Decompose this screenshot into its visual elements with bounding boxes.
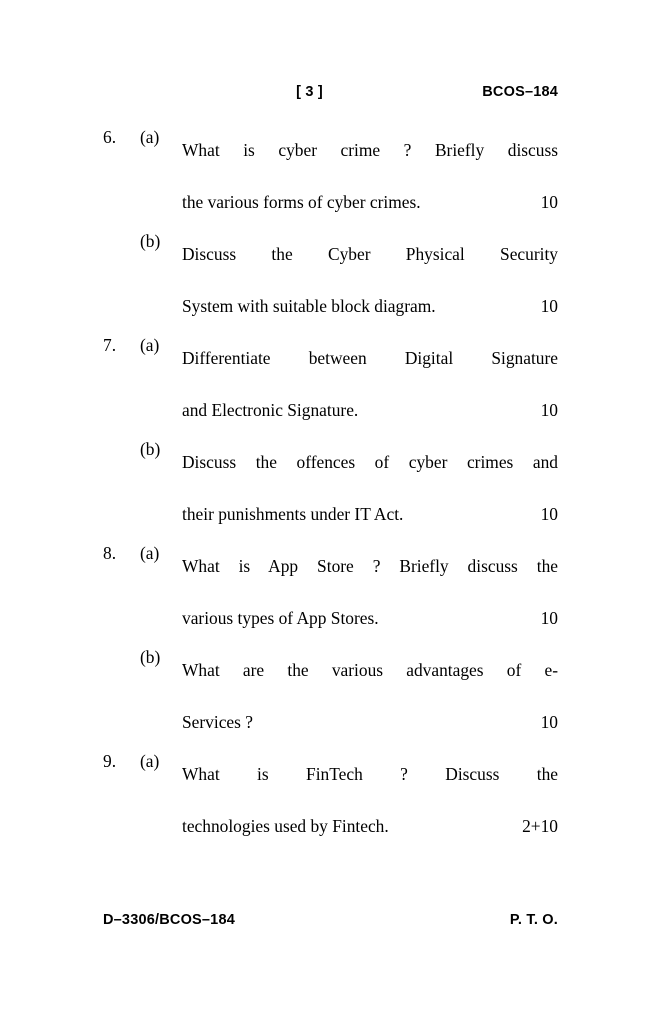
question-text bbox=[182, 436, 558, 540]
question-marks: 10 bbox=[540, 296, 558, 316]
question-part-label: (a) bbox=[140, 543, 160, 563]
question-line-text: Discuss the offences of cyber crimes and bbox=[182, 452, 558, 472]
question-line-text: What is cyber crime ? Briefly discuss bbox=[182, 140, 558, 160]
question-line-text: Discuss the Cyber Physical Security bbox=[182, 244, 558, 264]
page-number: [ 3 ] bbox=[296, 84, 323, 100]
question-number: 7. bbox=[103, 335, 117, 355]
question-text bbox=[182, 124, 558, 228]
question-text-line bbox=[182, 592, 558, 644]
question-marks: 10 bbox=[540, 712, 558, 732]
question-part-label: (a) bbox=[140, 335, 160, 355]
question-number: 9. bbox=[103, 751, 117, 771]
question-part-label: (b) bbox=[140, 231, 161, 251]
question-line-text: the various forms of cyber crimes. bbox=[182, 192, 421, 212]
question-line-text: What is FinTech ? Discuss the bbox=[182, 764, 558, 784]
question-part-label: (a) bbox=[140, 127, 160, 147]
document-code: D–3306/BCOS–184 bbox=[103, 912, 235, 928]
question-part bbox=[103, 436, 558, 540]
question-marks: 10 bbox=[540, 608, 558, 628]
paper-code: BCOS–184 bbox=[482, 84, 558, 100]
question-text-line bbox=[182, 644, 558, 696]
question-text bbox=[182, 332, 558, 436]
question-line-text: and Electronic Signature. bbox=[182, 400, 359, 420]
question-text bbox=[182, 748, 558, 852]
question-number: 6. bbox=[103, 127, 117, 147]
page-footer bbox=[103, 912, 558, 934]
question-text-line bbox=[182, 748, 558, 800]
question-text bbox=[182, 540, 558, 644]
question-number: 8. bbox=[103, 543, 117, 563]
question-text-line bbox=[182, 488, 558, 540]
question-part bbox=[103, 228, 558, 332]
question-text-line bbox=[182, 176, 558, 228]
turn-over-note: P. T. O. bbox=[509, 912, 558, 928]
question-line-text: various types of App Stores. bbox=[182, 608, 379, 628]
question-part bbox=[103, 124, 558, 228]
question-marks: 10 bbox=[540, 400, 558, 420]
question-text-line bbox=[182, 280, 558, 332]
question-part bbox=[103, 332, 558, 436]
question-text bbox=[182, 644, 558, 748]
question-line-text: their punishments under IT Act. bbox=[182, 504, 404, 524]
question-line-text: What is App Store ? Briefly discuss the bbox=[182, 556, 558, 576]
page-header bbox=[103, 84, 558, 106]
question-part-label: (b) bbox=[140, 647, 161, 667]
question-text-line bbox=[182, 332, 558, 384]
question-part bbox=[103, 540, 558, 644]
question-part-label: (a) bbox=[140, 751, 160, 771]
question-part bbox=[103, 748, 558, 852]
question-text-line bbox=[182, 228, 558, 280]
question-text-line bbox=[182, 124, 558, 176]
question-line-text: Differentiate between Digital Signature bbox=[182, 348, 558, 368]
question-text-line bbox=[182, 540, 558, 592]
question-part-label: (b) bbox=[140, 439, 161, 459]
question-line-text: Services ? bbox=[182, 712, 253, 732]
question-part bbox=[103, 644, 558, 748]
question-text-line bbox=[182, 800, 558, 852]
question-text-line bbox=[182, 696, 558, 748]
question-text-line bbox=[182, 384, 558, 436]
question-text-line bbox=[182, 436, 558, 488]
question-marks: 10 bbox=[540, 504, 558, 524]
question-line-text: What are the various advantages of e- bbox=[182, 660, 558, 680]
question-marks: 2+10 bbox=[522, 816, 558, 836]
question-line-text: technologies used by Fintech. bbox=[182, 816, 389, 836]
question-text bbox=[182, 228, 558, 332]
question-list bbox=[103, 124, 558, 852]
question-line-text: System with suitable block diagram. bbox=[182, 296, 436, 316]
question-marks: 10 bbox=[540, 192, 558, 212]
